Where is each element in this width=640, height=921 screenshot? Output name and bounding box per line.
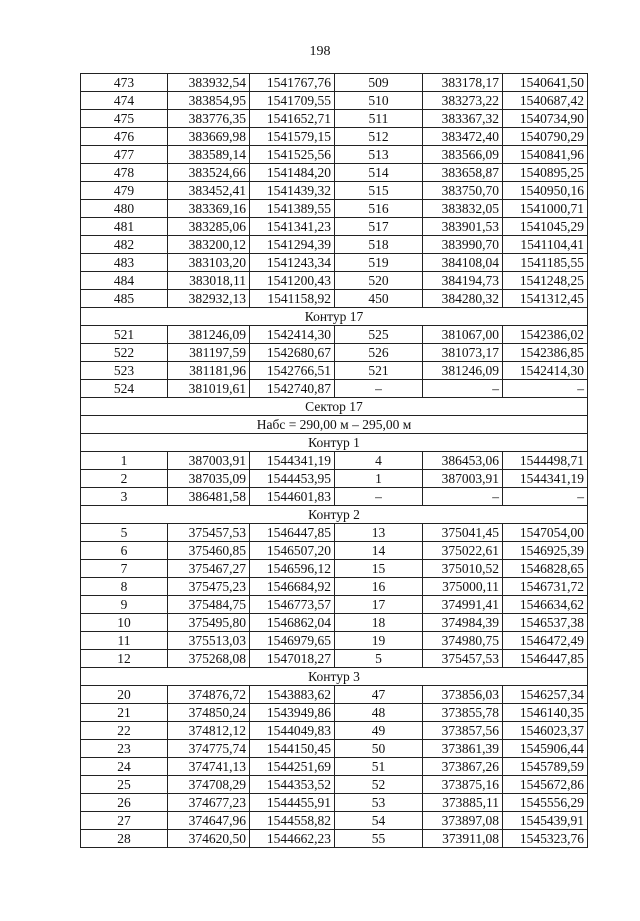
- y-coordinate: 1541294,39: [250, 236, 335, 254]
- section-row: [81, 398, 588, 416]
- point-number: 5: [81, 524, 168, 542]
- x-coordinate: 383178,17: [423, 74, 503, 92]
- point-number: 479: [81, 182, 168, 200]
- point-number: 49: [335, 722, 423, 740]
- table-row: [81, 380, 588, 398]
- point-number: 14: [335, 542, 423, 560]
- y-coordinate: 1544049,83: [250, 722, 335, 740]
- x-coordinate: 383832,05: [423, 200, 503, 218]
- table-row: [81, 362, 588, 380]
- table-row: [81, 182, 588, 200]
- x-coordinate: 374812,12: [168, 722, 250, 740]
- table-row: [81, 812, 588, 830]
- point-number: 17: [335, 596, 423, 614]
- y-coordinate: 1541439,32: [250, 182, 335, 200]
- y-coordinate: 1547054,00: [503, 524, 588, 542]
- x-coordinate: 383472,40: [423, 128, 503, 146]
- point-number: 515: [335, 182, 423, 200]
- x-coordinate: 383990,70: [423, 236, 503, 254]
- y-coordinate: 1544453,95: [250, 470, 335, 488]
- table-row: [81, 614, 588, 632]
- y-coordinate: 1542680,67: [250, 344, 335, 362]
- y-coordinate: 1547018,27: [250, 650, 335, 668]
- x-coordinate: 375467,27: [168, 560, 250, 578]
- y-coordinate: 1546634,62: [503, 596, 588, 614]
- y-coordinate: 1541341,23: [250, 218, 335, 236]
- x-coordinate: 375513,03: [168, 632, 250, 650]
- x-coordinate: 374984,39: [423, 614, 503, 632]
- point-number: 9: [81, 596, 168, 614]
- x-coordinate: 375495,80: [168, 614, 250, 632]
- table-row: [81, 758, 588, 776]
- point-number: 485: [81, 290, 168, 308]
- point-number: 523: [81, 362, 168, 380]
- section-heading: Контур 3: [81, 668, 588, 686]
- point-number: 16: [335, 578, 423, 596]
- point-number: 483: [81, 254, 168, 272]
- y-coordinate: 1545789,59: [503, 758, 588, 776]
- point-number: 516: [335, 200, 423, 218]
- point-number: 15: [335, 560, 423, 578]
- x-coordinate: 375457,53: [423, 650, 503, 668]
- point-number: 21: [81, 704, 168, 722]
- point-number: 48: [335, 704, 423, 722]
- x-coordinate: 373885,11: [423, 794, 503, 812]
- point-number: 521: [335, 362, 423, 380]
- y-coordinate: –: [503, 380, 588, 398]
- x-coordinate: 383273,22: [423, 92, 503, 110]
- point-number: 13: [335, 524, 423, 542]
- point-number: 511: [335, 110, 423, 128]
- point-number: 509: [335, 74, 423, 92]
- section-row: [81, 434, 588, 452]
- table-row: [81, 740, 588, 758]
- y-coordinate: 1542414,30: [250, 326, 335, 344]
- page-number: 198: [309, 44, 331, 59]
- table-row: [81, 236, 588, 254]
- y-coordinate: 1540687,42: [503, 92, 588, 110]
- point-number: 512: [335, 128, 423, 146]
- x-coordinate: 381019,61: [168, 380, 250, 398]
- x-coordinate: 375457,53: [168, 524, 250, 542]
- x-coordinate: 383200,12: [168, 236, 250, 254]
- y-coordinate: 1541000,71: [503, 200, 588, 218]
- x-coordinate: 375460,85: [168, 542, 250, 560]
- y-coordinate: 1541525,56: [250, 146, 335, 164]
- table-row: [81, 830, 588, 848]
- y-coordinate: 1546447,85: [250, 524, 335, 542]
- point-number: 477: [81, 146, 168, 164]
- y-coordinate: 1541484,20: [250, 164, 335, 182]
- table-row: [81, 452, 588, 470]
- y-coordinate: 1541045,29: [503, 218, 588, 236]
- point-number: 51: [335, 758, 423, 776]
- table-row: [81, 290, 588, 308]
- y-coordinate: 1542414,30: [503, 362, 588, 380]
- point-number: 50: [335, 740, 423, 758]
- y-coordinate: 1541243,34: [250, 254, 335, 272]
- x-coordinate: 383103,20: [168, 254, 250, 272]
- x-coordinate: 373861,39: [423, 740, 503, 758]
- point-number: 478: [81, 164, 168, 182]
- point-number: 54: [335, 812, 423, 830]
- y-coordinate: 1542740,87: [250, 380, 335, 398]
- x-coordinate: 387035,09: [168, 470, 250, 488]
- x-coordinate: 373856,03: [423, 686, 503, 704]
- x-coordinate: 373855,78: [423, 704, 503, 722]
- section-heading: Набс = 290,00 м – 295,00 м: [81, 416, 588, 434]
- y-coordinate: 1542386,85: [503, 344, 588, 362]
- y-coordinate: 1544251,69: [250, 758, 335, 776]
- x-coordinate: 375484,75: [168, 596, 250, 614]
- y-coordinate: 1541579,15: [250, 128, 335, 146]
- x-coordinate: 374980,75: [423, 632, 503, 650]
- point-number: 480: [81, 200, 168, 218]
- table-row: [81, 794, 588, 812]
- y-coordinate: 1541200,43: [250, 272, 335, 290]
- table-row: [81, 218, 588, 236]
- table-row: [81, 110, 588, 128]
- table-row: [81, 524, 588, 542]
- table-row: [81, 272, 588, 290]
- point-number: 28: [81, 830, 168, 848]
- x-coordinate: 375268,08: [168, 650, 250, 668]
- point-number: 450: [335, 290, 423, 308]
- y-coordinate: 1544150,45: [250, 740, 335, 758]
- x-coordinate: 373867,26: [423, 758, 503, 776]
- y-coordinate: 1541767,76: [250, 74, 335, 92]
- section-heading: Сектор 17: [81, 398, 588, 416]
- point-number: 520: [335, 272, 423, 290]
- coordinates-table: [80, 73, 588, 848]
- x-coordinate: 373911,08: [423, 830, 503, 848]
- y-coordinate: 1540895,25: [503, 164, 588, 182]
- point-number: 8: [81, 578, 168, 596]
- table-row: [81, 488, 588, 506]
- point-number: 11: [81, 632, 168, 650]
- x-coordinate: 383566,09: [423, 146, 503, 164]
- y-coordinate: 1545906,44: [503, 740, 588, 758]
- table-row: [81, 470, 588, 488]
- table-row: [81, 164, 588, 182]
- y-coordinate: 1545556,29: [503, 794, 588, 812]
- y-coordinate: 1546731,72: [503, 578, 588, 596]
- x-coordinate: 381067,00: [423, 326, 503, 344]
- point-number: 26: [81, 794, 168, 812]
- point-number: 2: [81, 470, 168, 488]
- x-coordinate: 375041,45: [423, 524, 503, 542]
- y-coordinate: 1540641,50: [503, 74, 588, 92]
- point-number: 7: [81, 560, 168, 578]
- x-coordinate: 383750,70: [423, 182, 503, 200]
- section-heading: Контур 2: [81, 506, 588, 524]
- y-coordinate: 1546862,04: [250, 614, 335, 632]
- x-coordinate: 374991,41: [423, 596, 503, 614]
- point-number: 6: [81, 542, 168, 560]
- y-coordinate: 1544353,52: [250, 776, 335, 794]
- y-coordinate: 1541709,55: [250, 92, 335, 110]
- y-coordinate: 1546596,12: [250, 560, 335, 578]
- point-number: –: [335, 488, 423, 506]
- table-row: [81, 542, 588, 560]
- point-number: 55: [335, 830, 423, 848]
- point-number: 525: [335, 326, 423, 344]
- point-number: 524: [81, 380, 168, 398]
- x-coordinate: 374741,13: [168, 758, 250, 776]
- x-coordinate: 383901,53: [423, 218, 503, 236]
- point-number: 18: [335, 614, 423, 632]
- y-coordinate: 1541104,41: [503, 236, 588, 254]
- table-row: [81, 776, 588, 794]
- x-coordinate: 373897,08: [423, 812, 503, 830]
- y-coordinate: 1541312,45: [503, 290, 588, 308]
- x-coordinate: –: [423, 488, 503, 506]
- x-coordinate: 383018,11: [168, 272, 250, 290]
- y-coordinate: 1546684,92: [250, 578, 335, 596]
- y-coordinate: 1544341,19: [503, 470, 588, 488]
- table-row: [81, 722, 588, 740]
- y-coordinate: 1540841,96: [503, 146, 588, 164]
- y-coordinate: 1542386,02: [503, 326, 588, 344]
- y-coordinate: 1541185,55: [503, 254, 588, 272]
- point-number: 3: [81, 488, 168, 506]
- point-number: 22: [81, 722, 168, 740]
- point-number: 23: [81, 740, 168, 758]
- x-coordinate: 375000,11: [423, 578, 503, 596]
- table-row: [81, 344, 588, 362]
- table-row: [81, 704, 588, 722]
- table-row: [81, 200, 588, 218]
- table-row: [81, 146, 588, 164]
- point-number: 514: [335, 164, 423, 182]
- point-number: 474: [81, 92, 168, 110]
- x-coordinate: 381073,17: [423, 344, 503, 362]
- x-coordinate: 383776,35: [168, 110, 250, 128]
- y-coordinate: 1545323,76: [503, 830, 588, 848]
- y-coordinate: 1541652,71: [250, 110, 335, 128]
- y-coordinate: 1546257,34: [503, 686, 588, 704]
- y-coordinate: 1543883,62: [250, 686, 335, 704]
- x-coordinate: 382932,13: [168, 290, 250, 308]
- point-number: 476: [81, 128, 168, 146]
- table-row: [81, 128, 588, 146]
- point-number: –: [335, 380, 423, 398]
- x-coordinate: 381181,96: [168, 362, 250, 380]
- table-row: [81, 650, 588, 668]
- x-coordinate: 381246,09: [168, 326, 250, 344]
- y-coordinate: 1546472,49: [503, 632, 588, 650]
- point-number: 52: [335, 776, 423, 794]
- point-number: 1: [81, 452, 168, 470]
- point-number: 526: [335, 344, 423, 362]
- table-row: [81, 326, 588, 344]
- x-coordinate: 374677,23: [168, 794, 250, 812]
- x-coordinate: 383285,06: [168, 218, 250, 236]
- point-number: 20: [81, 686, 168, 704]
- point-number: 475: [81, 110, 168, 128]
- y-coordinate: 1541158,92: [250, 290, 335, 308]
- point-number: 521: [81, 326, 168, 344]
- point-number: 1: [335, 470, 423, 488]
- point-number: 481: [81, 218, 168, 236]
- point-number: 517: [335, 218, 423, 236]
- y-coordinate: 1540734,90: [503, 110, 588, 128]
- point-number: 510: [335, 92, 423, 110]
- y-coordinate: 1541248,25: [503, 272, 588, 290]
- point-number: 518: [335, 236, 423, 254]
- y-coordinate: 1540950,16: [503, 182, 588, 200]
- section-row: [81, 668, 588, 686]
- x-coordinate: 375022,61: [423, 542, 503, 560]
- x-coordinate: 374647,96: [168, 812, 250, 830]
- table-row: [81, 560, 588, 578]
- section-heading: Контур 1: [81, 434, 588, 452]
- x-coordinate: 383367,32: [423, 110, 503, 128]
- table-row: [81, 686, 588, 704]
- point-number: 513: [335, 146, 423, 164]
- y-coordinate: 1546773,57: [250, 596, 335, 614]
- x-coordinate: 387003,91: [168, 452, 250, 470]
- table-row: [81, 578, 588, 596]
- y-coordinate: 1544455,91: [250, 794, 335, 812]
- y-coordinate: 1544341,19: [250, 452, 335, 470]
- x-coordinate: 374850,24: [168, 704, 250, 722]
- y-coordinate: 1546537,38: [503, 614, 588, 632]
- point-number: 519: [335, 254, 423, 272]
- x-coordinate: 384280,32: [423, 290, 503, 308]
- y-coordinate: 1546140,35: [503, 704, 588, 722]
- y-coordinate: 1546925,39: [503, 542, 588, 560]
- point-number: 4: [335, 452, 423, 470]
- point-number: 482: [81, 236, 168, 254]
- point-number: 484: [81, 272, 168, 290]
- x-coordinate: 387003,91: [423, 470, 503, 488]
- x-coordinate: 373875,16: [423, 776, 503, 794]
- y-coordinate: –: [503, 488, 588, 506]
- point-number: 19: [335, 632, 423, 650]
- x-coordinate: 383589,14: [168, 146, 250, 164]
- y-coordinate: 1544662,23: [250, 830, 335, 848]
- section-heading: Контур 17: [81, 308, 588, 326]
- y-coordinate: 1545439,91: [503, 812, 588, 830]
- y-coordinate: 1546023,37: [503, 722, 588, 740]
- point-number: 25: [81, 776, 168, 794]
- point-number: 27: [81, 812, 168, 830]
- y-coordinate: 1541389,55: [250, 200, 335, 218]
- x-coordinate: –: [423, 380, 503, 398]
- table-row: [81, 92, 588, 110]
- y-coordinate: 1546979,65: [250, 632, 335, 650]
- x-coordinate: 386481,58: [168, 488, 250, 506]
- point-number: 473: [81, 74, 168, 92]
- x-coordinate: 383854,95: [168, 92, 250, 110]
- table-row: [81, 74, 588, 92]
- y-coordinate: 1544558,82: [250, 812, 335, 830]
- x-coordinate: 374708,29: [168, 776, 250, 794]
- table-row: [81, 632, 588, 650]
- y-coordinate: 1543949,86: [250, 704, 335, 722]
- x-coordinate: 375475,23: [168, 578, 250, 596]
- x-coordinate: 383932,54: [168, 74, 250, 92]
- x-coordinate: 374775,74: [168, 740, 250, 758]
- point-number: 53: [335, 794, 423, 812]
- x-coordinate: 383452,41: [168, 182, 250, 200]
- x-coordinate: 374876,72: [168, 686, 250, 704]
- x-coordinate: 374620,50: [168, 830, 250, 848]
- x-coordinate: 375010,52: [423, 560, 503, 578]
- y-coordinate: 1546507,20: [250, 542, 335, 560]
- section-row: [81, 416, 588, 434]
- x-coordinate: 383658,87: [423, 164, 503, 182]
- section-row: [81, 308, 588, 326]
- x-coordinate: 384108,04: [423, 254, 503, 272]
- x-coordinate: 381246,09: [423, 362, 503, 380]
- x-coordinate: 384194,73: [423, 272, 503, 290]
- point-number: 10: [81, 614, 168, 632]
- table-row: [81, 596, 588, 614]
- point-number: 522: [81, 344, 168, 362]
- y-coordinate: 1546447,85: [503, 650, 588, 668]
- point-number: 24: [81, 758, 168, 776]
- point-number: 47: [335, 686, 423, 704]
- y-coordinate: 1542766,51: [250, 362, 335, 380]
- y-coordinate: 1544601,83: [250, 488, 335, 506]
- x-coordinate: 383524,66: [168, 164, 250, 182]
- table-row: [81, 254, 588, 272]
- y-coordinate: 1545672,86: [503, 776, 588, 794]
- x-coordinate: 373857,56: [423, 722, 503, 740]
- section-row: [81, 506, 588, 524]
- x-coordinate: 383669,98: [168, 128, 250, 146]
- y-coordinate: 1544498,71: [503, 452, 588, 470]
- x-coordinate: 381197,59: [168, 344, 250, 362]
- x-coordinate: 383369,16: [168, 200, 250, 218]
- point-number: 5: [335, 650, 423, 668]
- y-coordinate: 1546828,65: [503, 560, 588, 578]
- y-coordinate: 1540790,29: [503, 128, 588, 146]
- x-coordinate: 386453,06: [423, 452, 503, 470]
- point-number: 12: [81, 650, 168, 668]
